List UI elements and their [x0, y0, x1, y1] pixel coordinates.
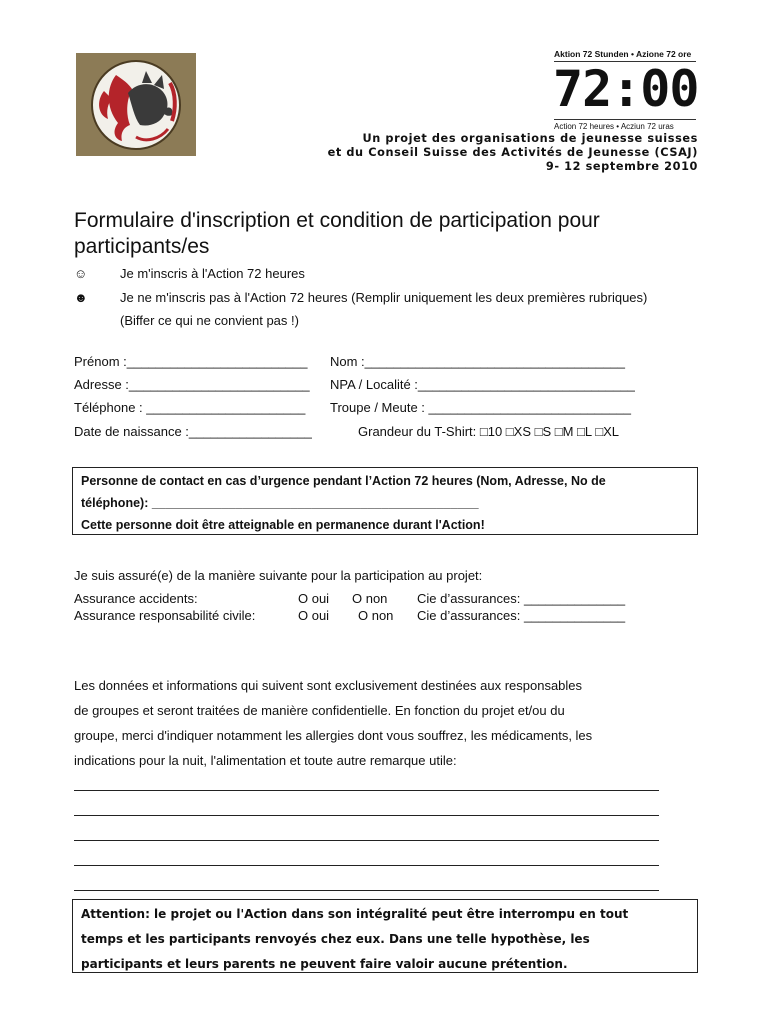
attention-line: Attention: le projet ou l'Action dans son intégralité peut être interrompu en tout: [81, 907, 629, 921]
options-note: [74, 312, 299, 330]
paragraph-line: Les données et informations qui suivent sont exclusivement destinées aux responsables: [74, 678, 583, 693]
npa-localite-field[interactable]: NPA / Localité :______________________________: [330, 377, 635, 392]
badge-divider: [554, 119, 696, 120]
paragraph-line: indications pour la nuit, l'alimentation et toute autre remarque utile:: [74, 753, 457, 768]
option-label: Je ne m'inscris pas à l'Action 72 heures (Remplir uniquement les deux premières rubriques): [120, 290, 648, 305]
insurance-rc-company[interactable]: Cie d’assurances: ______________: [417, 608, 626, 623]
insurance-accidents-label: Assurance accidents:: [74, 591, 198, 606]
nom-field[interactable]: Nom :____________________________________: [330, 354, 625, 369]
form-title: Formulaire d'inscription et condition de participation pour participants/es: [74, 209, 600, 258]
contact-line: Personne de contact en cas d’urgence pendant l’Action 72 heures (Nom, Adresse, No de: [81, 474, 606, 488]
contact-note: Cette personne doit être atteignable en permanence durant l'Action!: [81, 518, 485, 532]
header-line: et du Conseil Suisse des Activités de Jeunesse (CSAJ): [327, 146, 698, 159]
insurance-rc-label: Assurance responsabilité civile:: [74, 608, 256, 623]
insurance-rc-non[interactable]: O non: [358, 608, 394, 623]
paragraph-line: de groupes et seront traitées de manière confidentielle. En fonction du projet et/ou du: [74, 703, 565, 718]
answer-line[interactable]: [74, 840, 659, 841]
paragraph-line: groupe, merci d'indiquer notamment les allergies dont vous souffrez, les médicaments, les: [74, 728, 593, 743]
contact-phone-field[interactable]: téléphone): _______________________________________________: [81, 496, 479, 510]
prenom-field[interactable]: Prénom :_________________________: [74, 354, 308, 369]
troupe-meute-field[interactable]: Troupe / Meute : ____________________________: [330, 400, 631, 415]
emergency-contact-box: [72, 467, 698, 535]
attention-box: [72, 899, 698, 973]
insurance-accidents-non[interactable]: O non: [352, 591, 388, 606]
option-label: Je m'inscris à l'Action 72 heures: [120, 266, 305, 281]
tshirt-size-options[interactable]: Grandeur du T-Shirt: □10 □XS □S □M □L □XL: [358, 424, 619, 439]
insurance-accidents-oui[interactable]: O oui: [298, 591, 330, 606]
insurance-accidents-company[interactable]: Cie d’assurances: ______________: [417, 591, 626, 606]
attention-line: participants et leurs parents ne peuvent faire valoir aucune prétention.: [81, 957, 568, 971]
options-note-text: (Biffer ce qui ne convient pas !): [120, 313, 299, 328]
insurance-rc-oui[interactable]: O oui: [298, 608, 330, 623]
telephone-field[interactable]: Téléphone : ______________________: [74, 400, 306, 415]
confidentiality-paragraph: [74, 673, 704, 773]
project-header: [328, 132, 698, 174]
badge-digits: 72:00: [553, 60, 699, 118]
answer-line[interactable]: [74, 815, 659, 816]
header-date: 9- 12 septembre 2010: [545, 160, 698, 173]
adresse-field[interactable]: Adresse :_________________________: [74, 377, 310, 392]
scout-logo: [76, 53, 196, 156]
date-naissance-field[interactable]: Date de naissance :_________________: [74, 424, 312, 439]
option-register[interactable]: [74, 265, 305, 283]
answer-line[interactable]: [74, 790, 659, 791]
action-72-badge: [554, 49, 700, 133]
option-not-register[interactable]: [74, 289, 647, 307]
badge-top-text: Aktion 72 Stunden • Azione 72 ore: [554, 49, 692, 59]
badge-bottom-text: Action 72 heures • Acziun 72 uras: [554, 122, 674, 131]
attention-line: temps et les participants renvoyés chez eux. Dans une telle hypothèse, les: [81, 932, 590, 946]
header-line: Un projet des organisations de jeunesse suisses: [362, 132, 698, 145]
answer-line[interactable]: [74, 865, 659, 866]
answer-line[interactable]: [74, 890, 659, 891]
smiley-icon: ☺: [74, 266, 88, 281]
smiley-filled-icon: ☻: [74, 290, 88, 305]
insurance-intro: Je suis assuré(e) de la manière suivante pour la participation au projet:: [74, 568, 483, 583]
